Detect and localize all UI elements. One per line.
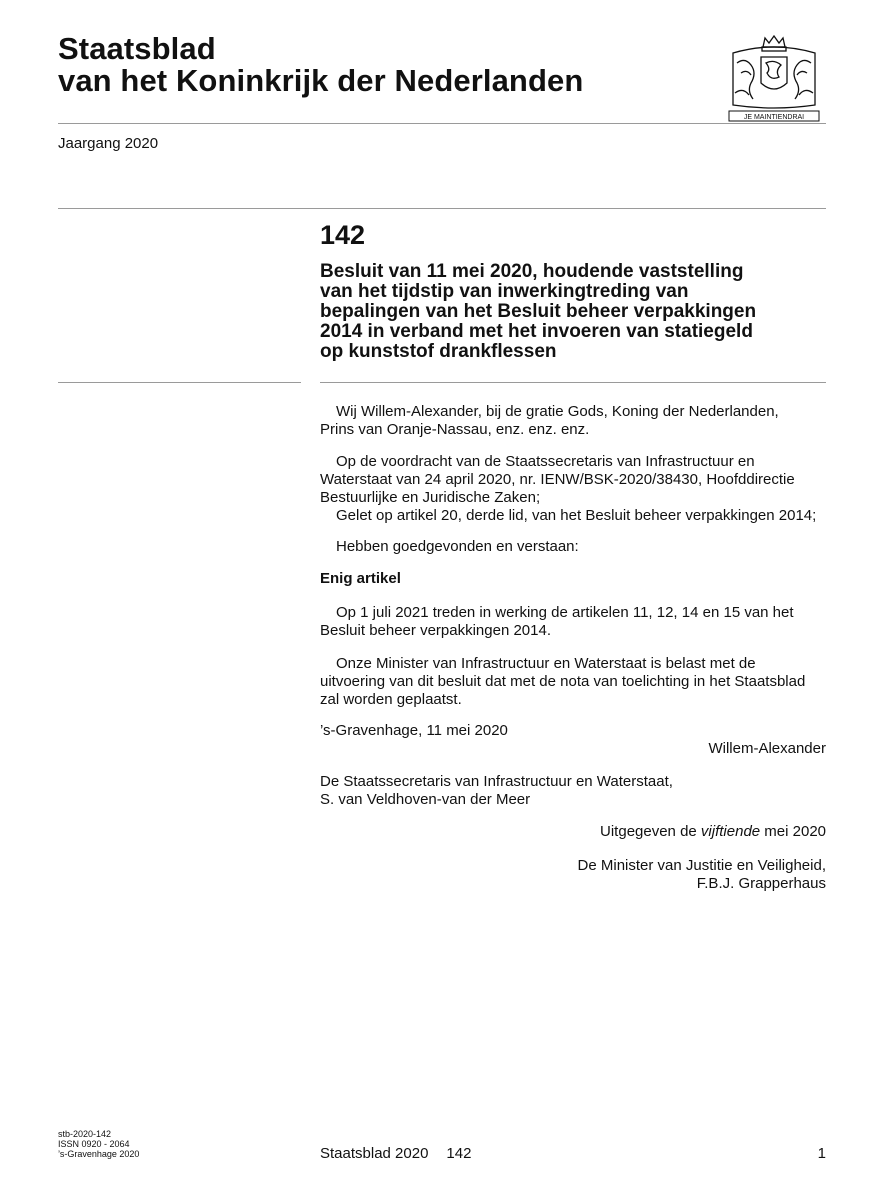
article-paragraph-1	[320, 604, 840, 640]
article-paragraph-2	[320, 655, 840, 709]
publication-title: Staatsblad	[58, 31, 216, 66]
article-line: Onze Minister van Infrastructuur en Waterstaat is belast met de	[336, 655, 756, 672]
legal-basis: Gelet op artikel 20, derde lid, van het Besluit beheer verpakkingen 2014;	[336, 507, 817, 524]
footer-place-year: ’s-Gravenhage 2020	[58, 1149, 140, 1159]
publication-subtitle: van het Koninkrijk der Nederlanden	[58, 63, 584, 98]
running-number: 142	[446, 1145, 472, 1162]
issn: ISSN 0920 - 2064	[58, 1139, 130, 1149]
decree-subject	[320, 262, 826, 362]
subject-line: van het tijdstip van inwerkingtreding van	[320, 281, 689, 302]
secretary-name: S. van Veldhoven-van der Meer	[320, 791, 531, 808]
subject-line: 2014 in verband met het invoeren van statiegeld	[320, 321, 753, 342]
article-line: Besluit beheer verpakkingen 2014.	[320, 622, 551, 639]
issued-day: vijftiende	[700, 823, 761, 840]
article-line: Op 1 juli 2021 treden in werking de artikelen 11, 12, 14 en 15 van het	[336, 604, 794, 621]
minister-name: F.B.J. Grapperhaus	[696, 875, 826, 892]
running-footer	[320, 1145, 471, 1163]
header-divider	[58, 123, 826, 124]
article-heading: Enig artikel	[320, 570, 401, 587]
article-line: zal worden geplaatst.	[320, 691, 462, 708]
enacting-formula: Hebben goedgevonden en verstaan:	[336, 538, 579, 555]
left-divider	[58, 382, 301, 383]
recital-line: Waterstaat van 24 april 2020, nr. IENW/BSK-2020/38430, Hoofddirectie	[320, 471, 795, 488]
preamble-line: Prins van Oranje-Nassau, enz. enz. enz.	[320, 421, 590, 438]
svg-text:JE MAINTIENDRAI: JE MAINTIENDRAI	[743, 114, 805, 121]
king-signature: Willem-Alexander	[708, 740, 826, 757]
decree-number: 142	[320, 220, 366, 250]
footer-meta	[58, 1129, 139, 1159]
subject-line: bepalingen van het Besluit beheer verpakkingen	[320, 301, 757, 322]
recital-line: Op de voordracht van de Staatssecretaris van Infrastructuur en	[336, 453, 755, 470]
preamble	[320, 403, 840, 439]
place-and-date: ’s-Gravenhage, 11 mei 2020	[320, 722, 508, 739]
right-divider	[320, 382, 826, 383]
recital-line: Bestuurlijke en Juridische Zaken;	[320, 489, 541, 506]
minister-block	[306, 857, 826, 893]
article-line: uitvoering van dit besluit dat met de nota van toelichting in het Staatsblad	[320, 673, 806, 690]
running-title: Staatsblad 2020	[320, 1145, 429, 1162]
issued-date: Uitgegeven de vijftiende mei 2020	[600, 823, 826, 840]
preamble-line: Wij Willem-Alexander, bij de gratie Gods, Koning der Nederlanden,	[336, 403, 779, 420]
secretary-block	[320, 773, 840, 809]
recital	[320, 453, 840, 525]
subject-line: op kunststof drankflessen	[320, 341, 557, 362]
minister-title: De Minister van Justitie en Veiligheid,	[577, 857, 826, 874]
document-code: stb-2020-142	[58, 1129, 112, 1139]
secretary-title: De Staatssecretaris van Infrastructuur en Waterstaat,	[320, 773, 673, 790]
royal-coat-of-arms-icon	[721, 33, 827, 123]
page-number: 1	[817, 1145, 826, 1162]
volume-year: Jaargang 2020	[58, 135, 159, 152]
section-divider	[58, 208, 826, 209]
subject-line: Besluit van 11 mei 2020, houdende vaststelling	[320, 261, 744, 282]
